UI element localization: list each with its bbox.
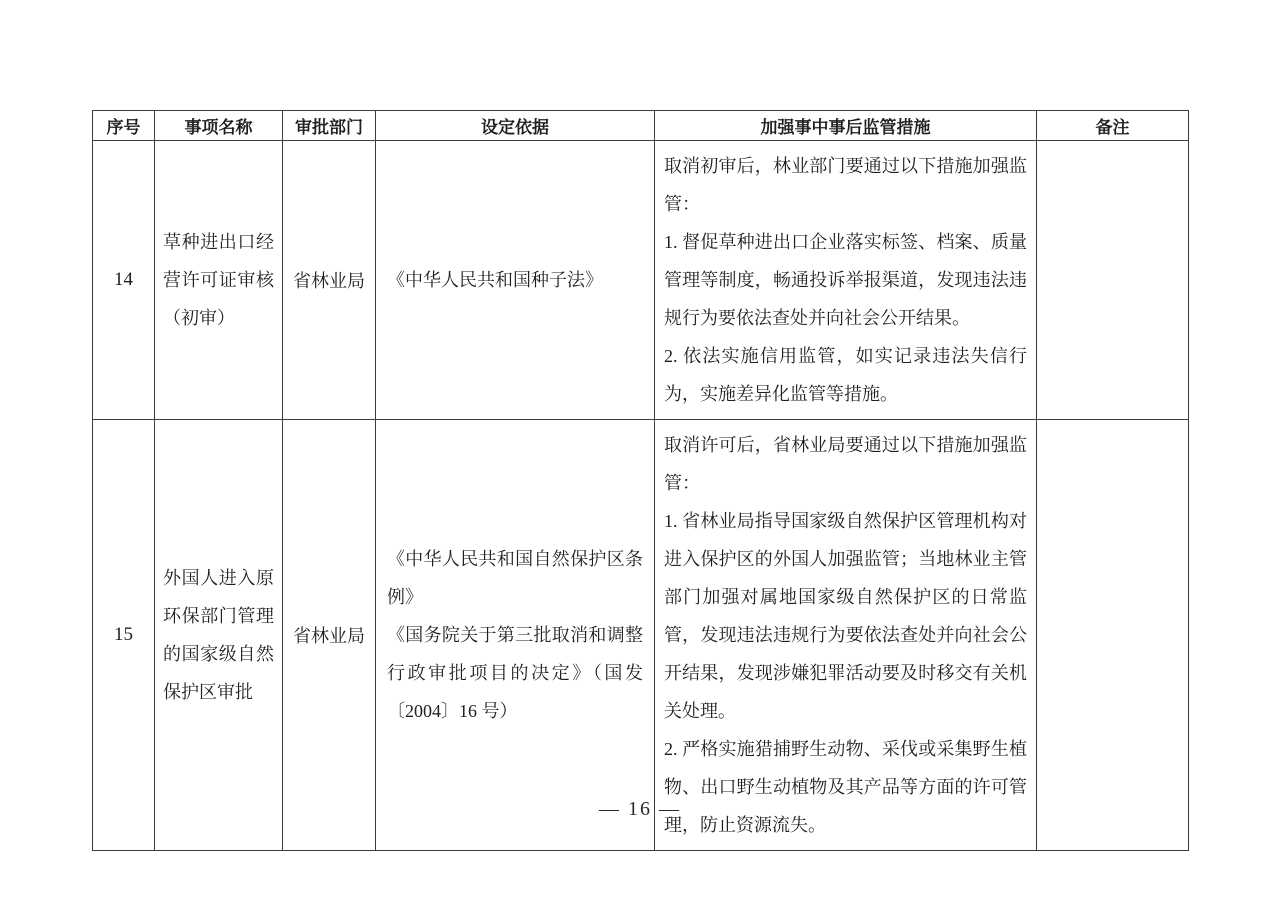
measures-item-1: 1. 督促草种进出口企业落实标签、档案、质量管理等制度，畅通投诉举报渠道，发现违法违规行为要依法查处并向社会公开结果。 xyxy=(664,232,1027,328)
header-department: 审批部门 xyxy=(283,111,376,141)
seq-cell: 15 xyxy=(93,420,155,851)
basis-paragraph: 《中华人民共和国自然保护区条例》 xyxy=(387,549,643,607)
basis-cell xyxy=(376,141,655,420)
measures-item-1: 1. 省林业局指导国家级自然保护区管理机构对进入保护区的外国人加强监管；当地林业主管部门加强对属地国家级自然保护区的日常监管，发现违法违规行为要依法查处并向社会公开结果，发现涉嫌犯罪活动要及时移交有关机关处理。 xyxy=(664,511,1027,721)
item-name-cell: 草种进出口经营许可证审核（初审） xyxy=(155,141,283,420)
header-item-name: 事项名称 xyxy=(155,111,283,141)
header-basis: 设定依据 xyxy=(376,111,655,141)
remark-cell xyxy=(1037,141,1189,420)
measures-intro: 取消初审后，林业部门要通过以下措施加强监管： xyxy=(664,156,1027,214)
department-cell: 省林业局 xyxy=(283,420,376,851)
measures-intro: 取消许可后，省林业局要通过以下措施加强监管： xyxy=(664,435,1027,493)
basis-paragraph: 《中华人民共和国种子法》 xyxy=(387,270,603,290)
measures-item-2: 2. 依法实施信用监管，如实记录违法失信行为，实施差异化监管等措施。 xyxy=(664,346,1027,404)
remark-cell xyxy=(1037,420,1189,851)
page-number: — 16 — xyxy=(599,798,681,820)
table-row xyxy=(93,141,1189,420)
measures-cell xyxy=(655,141,1037,420)
approval-items-table xyxy=(92,110,1189,851)
measures-item-2: 2. 严格实施猎捕野生动物、采伐或采集野生植物、出口野生动植物及其产品等方面的许可管理，防止资源流失。 xyxy=(664,739,1027,835)
item-name-cell: 外国人进入原环保部门管理的国家级自然保护区审批 xyxy=(155,420,283,851)
table-row xyxy=(93,420,1189,851)
seq-cell: 14 xyxy=(93,141,155,420)
table-header-row xyxy=(93,111,1189,141)
basis-cell xyxy=(376,420,655,851)
header-measures: 加强事中事后监管措施 xyxy=(655,111,1037,141)
header-seq: 序号 xyxy=(93,111,155,141)
department-cell: 省林业局 xyxy=(283,141,376,420)
basis-paragraph: 《国务院关于第三批取消和调整行政审批项目的决定》（国发〔2004〕16 号） xyxy=(387,625,643,721)
measures-cell xyxy=(655,420,1037,851)
header-remark: 备注 xyxy=(1037,111,1189,141)
